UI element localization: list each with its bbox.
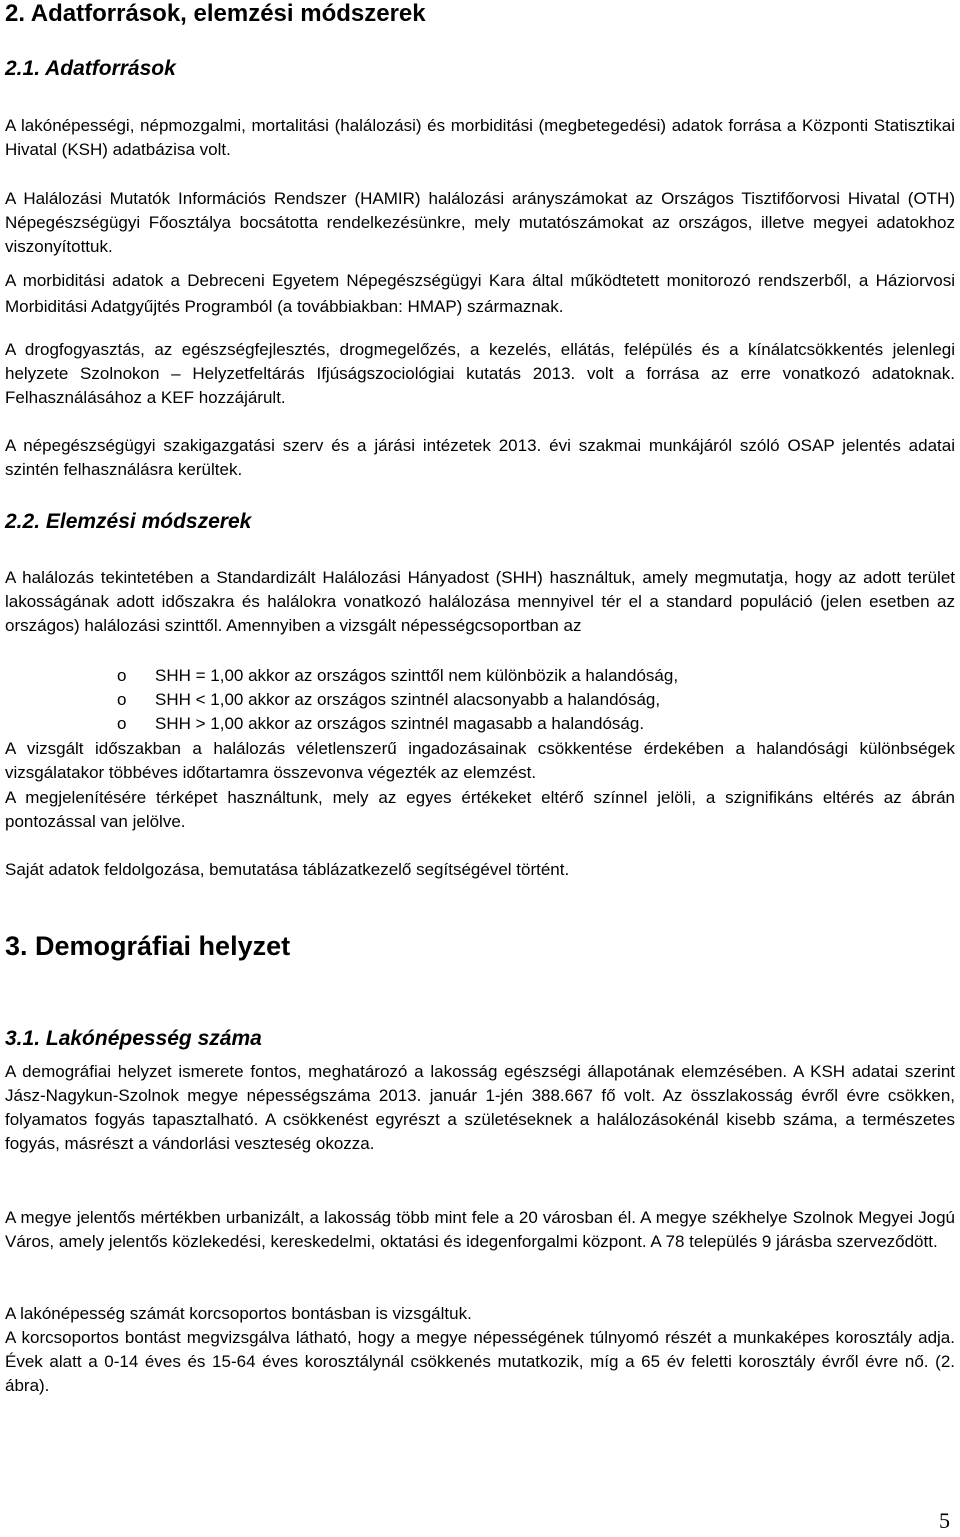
page-number: 5 xyxy=(939,1508,950,1533)
paragraph-osap: A népegészségügyi szakigazgatási szerv és a járási intézetek 2013. évi szakmai munkájáról szóló OSAP jelentés adatai szintén felhasználásra kerültek. xyxy=(5,436,955,479)
paragraph-shh-method: A halálozás tekintetében a Standardizált Halálozási Hányadost (SHH) használtuk, amely megmutatja, hogy az adott terület lakosságának adott időszakra és halálokra vonatkozó halálozása mennyivel tér el a standard populáció (jelen esetben az országos) halálozási szinttől. Amennyiben a vizsgált népességcsoportban az xyxy=(5,568,955,635)
bullet-marker: o xyxy=(117,690,127,709)
paragraph-own-data: Saját adatok feldolgozása, bemutatása táblázatkezelő segítségével történt. xyxy=(5,860,570,879)
paragraph-urbanization: A megye jelentős mértékben urbanizált, a lakosság több mint fele a 20 városban él. A megye székhelye Szolnok Megyei Jogú Város, amely jelentős közlekedési, kereskedelmi, oktatási és idegenforgalmi központ. A 78 település 9 járásba szerveződött. xyxy=(5,1208,955,1251)
bullet-marker: o xyxy=(117,666,127,685)
section-2-1-title: 2.1. Adatforrások xyxy=(5,57,176,80)
list-item xyxy=(5,664,955,688)
section-3-title: 3. Demográfiai helyzet xyxy=(5,931,291,961)
list-item xyxy=(5,688,955,712)
section-2-title: 2. Adatforrások, elemzési módszerek xyxy=(5,0,426,27)
paragraph-morbidity: A morbiditási adatok a Debreceni Egyetem Népegészségügyi Kara által működtetett monitorozó rendszerből, a Háziorvosi Morbiditási Adatgyűjtés Programból (a továbbiakban: HMAP) származnak. xyxy=(5,271,955,316)
paragraph-drug-use: A drogfogyasztás, az egészségfejlesztés, drogmegelőzés, a kezelés, ellátás, felépülés és a kínálatcsökkentés jelenlegi helyzete Szolnokon – Helyzetfeltárás Ifjúságszociológiai kutatás 2013. volt a forrása az erre vonatkozó adatoknak. Felhasználásához a KEF hozzájárult. xyxy=(5,340,955,407)
bullet-text: SHH > 1,00 akkor az országos szintnél magasabb a halandóság. xyxy=(155,714,645,733)
paragraph-demographics: A demográfiai helyzet ismerete fontos, meghatározó a lakosság egészségi állapotának elemzésében. A KSH adatai szerint Jász-Nagykun-Szolnok megye népességszáma 2013. január 1-jén 388.667 fő volt. Az összlakosság évről évre csökken, folyamatos fogyás tapasztalható. A csökkenést egyrészt a születéseknek a halálozásokénál kisebb száma, a természetes fogyás, másrészt a vándorlási veszteség okozza. xyxy=(5,1062,955,1153)
bullet-marker: o xyxy=(117,714,127,733)
shh-bullet-list xyxy=(5,664,955,736)
list-item xyxy=(5,712,955,736)
paragraph-age-groups-intro: A lakónépesség számát korcsoportos bontásban is vizsgáltuk. xyxy=(5,1304,472,1323)
paragraph-hamir: A Halálozási Mutatók Információs Rendszer (HAMIR) halálozási arányszámokat az Országos Tisztifőorvosi Hivatal (OTH) Népegészségügyi Főosztálya bocsátotta rendelkezésünkre, mely mutatószámokat az országos, illetve megyei adatokhoz viszonyítottuk. xyxy=(5,189,955,256)
section-2-2-title: 2.2. Elemzési módszerek xyxy=(5,510,252,533)
bullet-text: SHH = 1,00 akkor az országos szinttől nem különbözik a halandóság, xyxy=(155,666,679,685)
paragraph-age-groups: A korcsoportos bontást megvizsgálva látható, hogy a megye népességének túlnyomó részét a munkaképes korosztály adja. Évek alatt a 0-14 éves és 15-64 éves korosztálynál csökkenés mutatkozik, míg a 65 év feletti korosztály évről évre nő. (2. ábra). xyxy=(5,1328,955,1395)
paragraph-random-fluctuation: A vizsgált időszakban a halálozás véletlenszerű ingadozásainak csökkentése érdekében a halandósági különbségek vizsgálatakor többéves időtartamra összevonva végezték az elemzést. xyxy=(5,739,955,782)
bullet-text: SHH < 1,00 akkor az országos szintnél alacsonyabb a halandóság, xyxy=(155,690,661,709)
paragraph-map-display: A megjelenítésére térképet használtunk, mely az egyes értékeket eltérő színnel jelöli, a szignifikáns eltérés az ábrán pontozással van jelölve. xyxy=(5,788,955,831)
section-3-1-title: 3.1. Lakónépesség száma xyxy=(5,1027,262,1050)
paragraph-data-sources-ksh: A lakónépességi, népmozgalmi, mortalitási (halálozási) és morbiditási (megbetegedési) adatok forrása a Központi Statisztikai Hivatal (KSH) adatbázisa volt. xyxy=(5,116,955,159)
